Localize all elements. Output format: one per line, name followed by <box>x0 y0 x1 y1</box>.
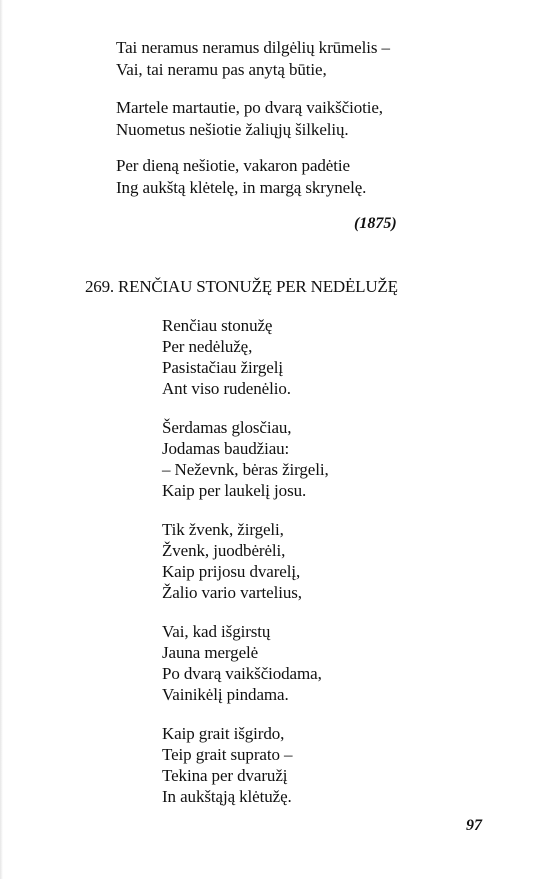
poem-stanza-5-line-2: Teip grait suprato – <box>162 745 293 764</box>
poem-date: (1875) <box>354 215 397 232</box>
poem-stanza-3-line-3: Kaip prijosu dvarelį, <box>162 562 301 581</box>
intro-stanza-1-line-1: Tai neramus neramus dilgėlių krūmelis – <box>116 38 390 57</box>
poem-stanza-3-line-4: Žalio vario vartelius, <box>162 583 302 602</box>
poem-stanza-4-line-1: Vai, kad išgirstų <box>162 622 271 641</box>
binding-edge-shadow <box>0 0 3 879</box>
intro-stanza-3-line-2: Ing aukštą klėtelę, in margą skrynelę. <box>116 178 367 197</box>
poem-title: 269. RENČIAU STONUŽĘ PER NEDĖLUŽĘ <box>85 277 398 296</box>
poem-stanza-2-line-2: Jodamas baudžiau: <box>162 439 290 458</box>
poem-stanza-4-line-2: Jauna mergelė <box>162 643 259 662</box>
poem-stanza-2-line-3: – Neževnk, bėras žirgeli, <box>162 460 329 479</box>
poem-stanza-5-line-3: Tekina per dvaružį <box>162 766 288 785</box>
poem-stanza-2-line-1: Šerdamas glosčiau, <box>162 418 292 437</box>
poem-stanza-1-line-2: Per nedėlužę, <box>162 337 253 356</box>
poem-stanza-2-line-4: Kaip per laukelį josu. <box>162 481 307 500</box>
poem-stanza-4-line-3: Po dvarą vaikščiodama, <box>162 664 322 683</box>
intro-stanza-3-line-1: Per dieną nešiotie, vakaron padėtie <box>116 156 350 175</box>
poem-stanza-1-line-1: Renčiau stonužę <box>162 316 273 335</box>
poem-stanza-4-line-4: Vainikėlį pindama. <box>162 685 289 704</box>
poem-stanza-1-line-3: Pasistačiau žirgelį <box>162 358 284 377</box>
poem-stanza-5-line-4: In aukštąją klėtužę. <box>162 787 292 806</box>
poem-stanza-5-line-1: Kaip grait išgirdo, <box>162 724 285 743</box>
intro-stanza-2-line-1: Martele martautie, po dvarą vaikščiotie, <box>116 98 383 117</box>
intro-stanza-2-line-2: Nuometus nešiotie žaliųjų šilkelių. <box>116 120 349 139</box>
poem-stanza-1-line-4: Ant viso rudenėlio. <box>162 379 291 398</box>
intro-stanza-1-line-2: Vai, tai neramu pas anytą būtie, <box>116 60 327 79</box>
poem-stanza-3-line-2: Žvenk, juodbėrėli, <box>162 541 286 560</box>
page-number: 97 <box>466 817 482 834</box>
poem-stanza-3-line-1: Tik žvenk, žirgeli, <box>162 520 284 539</box>
